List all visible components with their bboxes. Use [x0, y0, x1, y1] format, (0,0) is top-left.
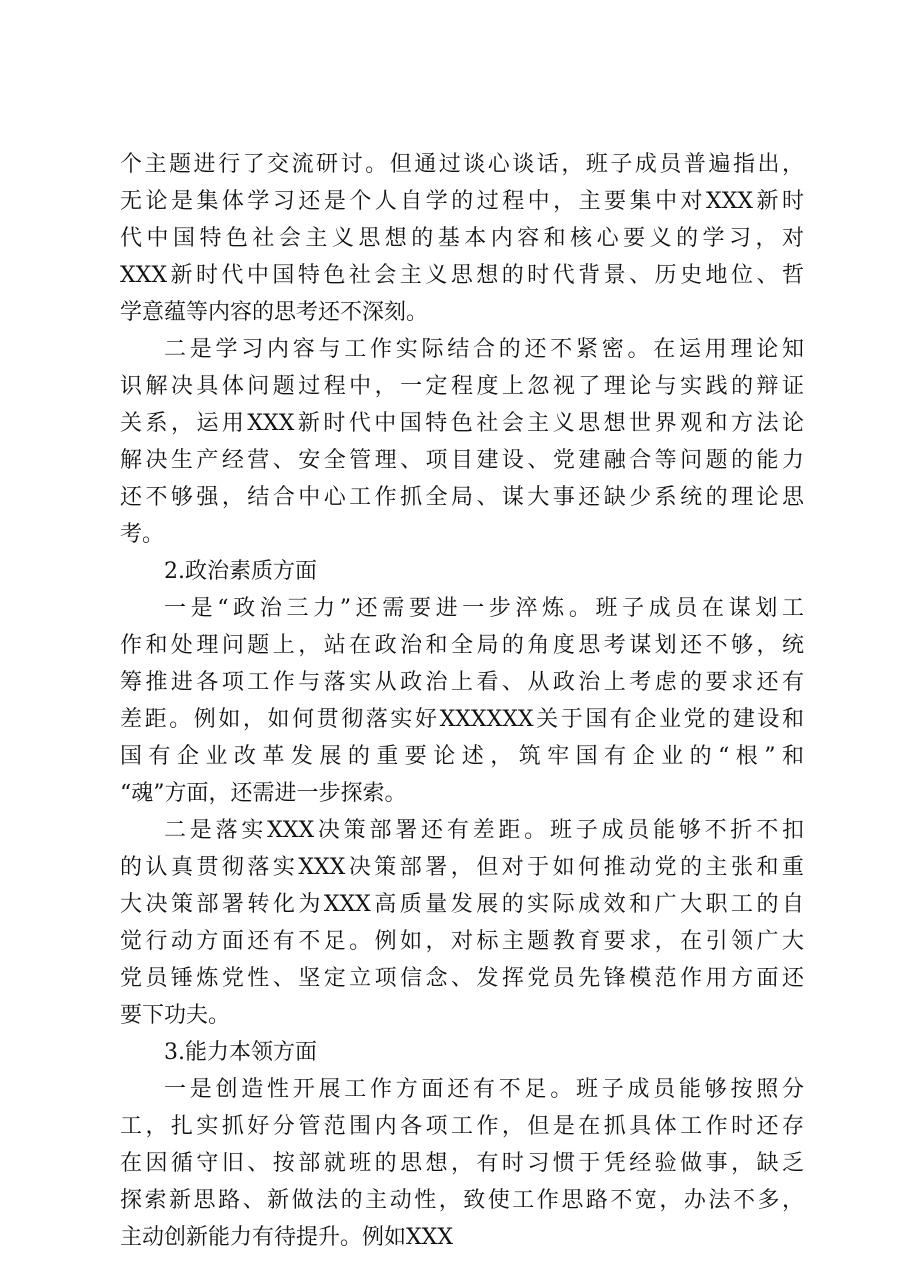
text-line: 关系，运用XXX新时代中国特色社会主义思想世界观和方法论 — [120, 411, 804, 436]
text-line: 二是学习内容与工作实际结合的还不紧密。在运用理论知 — [164, 337, 804, 362]
paragraph-3 — [120, 590, 804, 812]
text-line: 学意蕴等内容的思考还不深刻。 — [120, 300, 429, 325]
text-line: 党员锤炼党性、坚定立项信念、发挥党员先锋模范作用方面还 — [120, 966, 804, 991]
text-line: 个主题进行了交流研讨。但通过谈心谈话，班子成员普遍指出， — [120, 152, 804, 177]
text-line: 无论是集体学习还是个人自学的过程中，主要集中对XXX新时 — [120, 189, 804, 214]
text-line: 国有企业改革发展的重要论述，筑牢国有企业的“根”和 — [120, 744, 804, 769]
text-line: 一是创造性开展工作方面还有不足。班子成员能够按照分 — [164, 1077, 804, 1102]
section-heading-ability — [120, 1034, 804, 1071]
paragraph-4 — [120, 812, 804, 1034]
text-line: 探索新思路、新做法的主动性，致使工作思路不宽，办法不多， — [120, 1188, 804, 1213]
text-line: 作和处理问题上，站在政治和全局的角度思考谋划还不够，统 — [120, 633, 804, 658]
text-line: 二是落实XXX决策部署还有差距。班子成员能够不折不扣 — [164, 818, 804, 843]
text-line: 解决生产经营、安全管理、项目建设、党建融合等问题的能力 — [120, 448, 804, 473]
text-line: XXX新时代中国特色社会主义思想的时代背景、历史地位、哲 — [120, 263, 804, 288]
text-line: 还不够强，结合中心工作抓全局、谋大事还缺少系统的理论思 — [120, 485, 804, 510]
text-line: 的认真贯彻落实XXX决策部署，但对于如何推动党的主张和重 — [120, 855, 804, 880]
text-line: 代中国特色社会主义思想的基本内容和核心要义的学习，对 — [120, 226, 804, 251]
text-line: 主动创新能力有待提升。例如XXX — [120, 1225, 453, 1250]
text-line: 工，扎实抓好分管范围内各项工作，但是在抓具体工作时还存 — [120, 1114, 804, 1139]
section-heading-text: 2.政治素质方面 — [164, 559, 317, 584]
text-line: 大决策部署转化为XXX高质量发展的实际成效和广大职工的自 — [120, 892, 804, 917]
text-line: 考。 — [120, 522, 165, 547]
paragraph-2 — [120, 331, 804, 553]
paragraph-5 — [120, 1071, 804, 1256]
text-line: “魂”方面，还需进一步探索。 — [120, 781, 407, 806]
paragraph-1 — [120, 146, 804, 331]
text-line: 一是“政治三力”还需要进一步淬炼。班子成员在谋划工 — [164, 596, 804, 621]
text-line: 在因循守旧、按部就班的思想，有时习惯于凭经验做事，缺乏 — [120, 1151, 804, 1176]
text-line: 差距。例如，如何贯彻落实好XXXXXX关于国有企业党的建设和 — [120, 707, 804, 732]
document-body — [120, 146, 804, 1256]
section-heading-political-quality — [120, 553, 804, 590]
text-line: 要下功夫。 — [120, 1003, 231, 1028]
text-line: 觉行动方面还有不足。例如，对标主题教育要求，在引领广大 — [120, 929, 804, 954]
text-line: 筹推进各项工作与落实从政治上看、从政治上考虑的要求还有 — [120, 670, 804, 695]
text-line: 识解决具体问题过程中，一定程度上忽视了理论与实践的辩证 — [120, 374, 804, 399]
section-heading-text: 3.能力本领方面 — [164, 1040, 317, 1065]
